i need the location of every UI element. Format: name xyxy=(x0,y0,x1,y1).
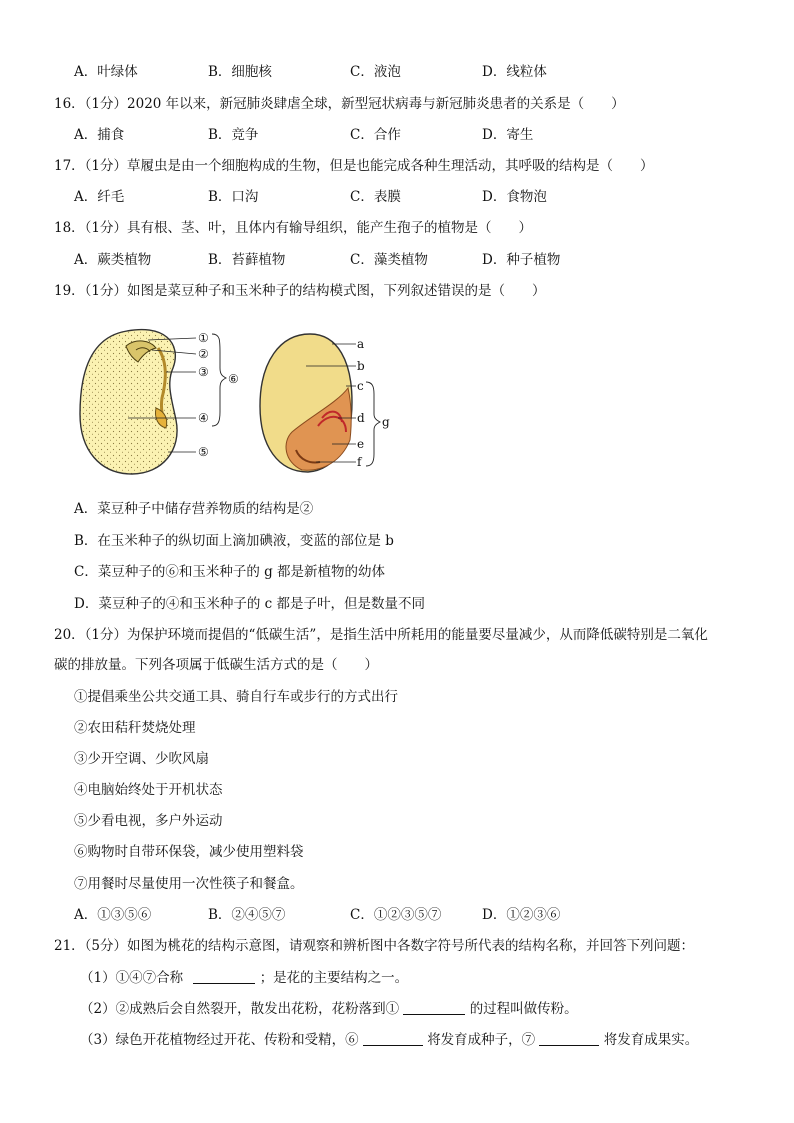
corn-label-f: f xyxy=(357,455,362,469)
bean-label-5: ⑤ xyxy=(198,445,209,459)
q21-sub2-prefix: （2）②成熟后会自然裂开，散发出花粉，花粉落到① xyxy=(80,1001,400,1017)
corn-label-b: b xyxy=(357,359,365,373)
q20-item-7: ⑦用餐时尽量使用一次性筷子和餐盒。 xyxy=(74,876,304,892)
q20-item-4: ④电脑始终处于开机状态 xyxy=(74,782,223,798)
bean-label-6: ⑥ xyxy=(228,372,239,386)
q21-sub1-suffix: ；是花的主要结构之一。 xyxy=(259,970,409,986)
q17-option-a[interactable]: A．纤毛 xyxy=(74,189,125,205)
q21-sub2 xyxy=(80,1000,578,1018)
corn-label-c: c xyxy=(357,379,364,393)
q20-option-d[interactable]: D．①②③⑥ xyxy=(482,907,561,923)
q18-option-d[interactable]: D．种子植物 xyxy=(482,252,561,268)
q17-stem: 17．（1分）草履虫是由一个细胞构成的生物，但是也能完成各种生理活动，其呼吸的结构是（ ） xyxy=(54,158,654,174)
q20-stem-line1: 20．（1分）为保护环境而提倡的“低碳生活”，是指生活中所耗用的能量要尽量减少，从而降低碳特别是二氧化 xyxy=(54,627,708,643)
corn-seed-illustration xyxy=(260,334,380,472)
corn-label-e: e xyxy=(357,437,365,451)
q19-option-c[interactable]: C．菜豆种子的⑥和玉米种子的 g 都是新植物的幼体 xyxy=(74,564,386,580)
q18-option-b[interactable]: B．苔藓植物 xyxy=(208,252,286,268)
q16-option-d[interactable]: D．寄生 xyxy=(482,127,534,143)
q18-option-c[interactable]: C．藻类植物 xyxy=(350,252,428,268)
q21-sub3-blank-1[interactable] xyxy=(363,1031,423,1046)
q21-sub1 xyxy=(80,969,408,987)
q21-sub3-prefix: （3）绿色开花植物经过开花、传粉和受精，⑥ xyxy=(80,1032,359,1048)
q21-sub2-suffix: 的过程叫做传粉。 xyxy=(469,1001,578,1017)
q16-option-a[interactable]: A．捕食 xyxy=(74,127,125,143)
corn-label-a: a xyxy=(357,337,365,351)
q17-option-d[interactable]: D．食物泡 xyxy=(482,189,547,205)
q21-sub3-blank-2[interactable] xyxy=(539,1031,599,1046)
q20-item-1: ①提倡乘坐公共交通工具、骑自行车或步行的方式出行 xyxy=(74,689,398,705)
q16-stem: 16．（1分）2020 年以来，新冠肺炎肆虐全球，新型冠状病毒与新冠肺炎患者的关系是（ ） xyxy=(54,96,625,112)
bean-label-3: ③ xyxy=(198,365,209,379)
q20-stem-line2: 碳的排放量。下列各项属于低碳生活方式的是（ ） xyxy=(54,657,378,673)
q21-sub2-blank[interactable] xyxy=(403,1000,465,1015)
q20-item-6: ⑥购物时自带环保袋，减少使用塑料袋 xyxy=(74,844,304,860)
q21-sub1-blank[interactable] xyxy=(193,969,255,984)
corn-label-g: g xyxy=(382,415,390,429)
q18-option-a[interactable]: A．蕨类植物 xyxy=(74,252,152,268)
q21-sub1-prefix: （1）①④⑦合称 xyxy=(80,970,184,986)
q19-option-d[interactable]: D．菜豆种子的④和玉米种子的 c 都是子叶，但是数量不同 xyxy=(74,596,425,612)
q18-stem: 18．（1分）具有根、茎、叶，且体内有输导组织，能产生孢子的植物是（ ） xyxy=(54,220,533,236)
q16-option-b[interactable]: B．竞争 xyxy=(208,127,259,143)
q19-option-b[interactable]: B．在玉米种子的纵切面上滴加碘液，变蓝的部位是 b xyxy=(74,533,394,549)
q20-item-2: ②农田秸秆焚烧处理 xyxy=(74,720,196,736)
bean-label-2: ② xyxy=(198,347,209,361)
q21-stem: 21．（5分）如图为桃花的结构示意图，请观察和辨析图中各数字符号所代表的结构名称，并回答下列问题： xyxy=(54,938,695,954)
q15-option-d[interactable]: D．线粒体 xyxy=(482,64,547,80)
q17-option-b[interactable]: B．口沟 xyxy=(208,189,259,205)
q19-stem: 19．（1分）如图是菜豆种子和玉米种子的结构模式图，下列叙述错误的是（ ） xyxy=(54,283,546,299)
q15-option-c[interactable]: C．液泡 xyxy=(350,64,401,80)
q20-item-3: ③少开空调、少吹风扇 xyxy=(74,751,209,767)
q20-item-5: ⑤少看电视，多户外运动 xyxy=(74,813,223,829)
corn-label-d: d xyxy=(357,411,365,425)
q15-option-b[interactable]: B．细胞核 xyxy=(208,64,272,80)
seed-structure-figure xyxy=(70,322,400,482)
q17-option-c[interactable]: C．表膜 xyxy=(350,189,401,205)
bean-label-4: ④ xyxy=(198,411,209,425)
q20-option-b[interactable]: B．②④⑤⑦ xyxy=(208,907,286,923)
q19-option-a[interactable]: A．菜豆种子中储存营养物质的结构是② xyxy=(74,501,314,517)
q20-option-c[interactable]: C．①②③⑤⑦ xyxy=(350,907,442,923)
q20-option-a[interactable]: A．①③⑤⑥ xyxy=(74,907,152,923)
q16-option-c[interactable]: C．合作 xyxy=(350,127,401,143)
q21-sub3 xyxy=(80,1031,698,1049)
bean-label-1: ① xyxy=(198,331,209,345)
q21-sub3-middle: 将发育成种子，⑦ xyxy=(427,1032,536,1048)
q15-option-a[interactable]: A．叶绿体 xyxy=(74,64,138,80)
q21-sub3-suffix: 将发育成果实。 xyxy=(603,1032,699,1048)
